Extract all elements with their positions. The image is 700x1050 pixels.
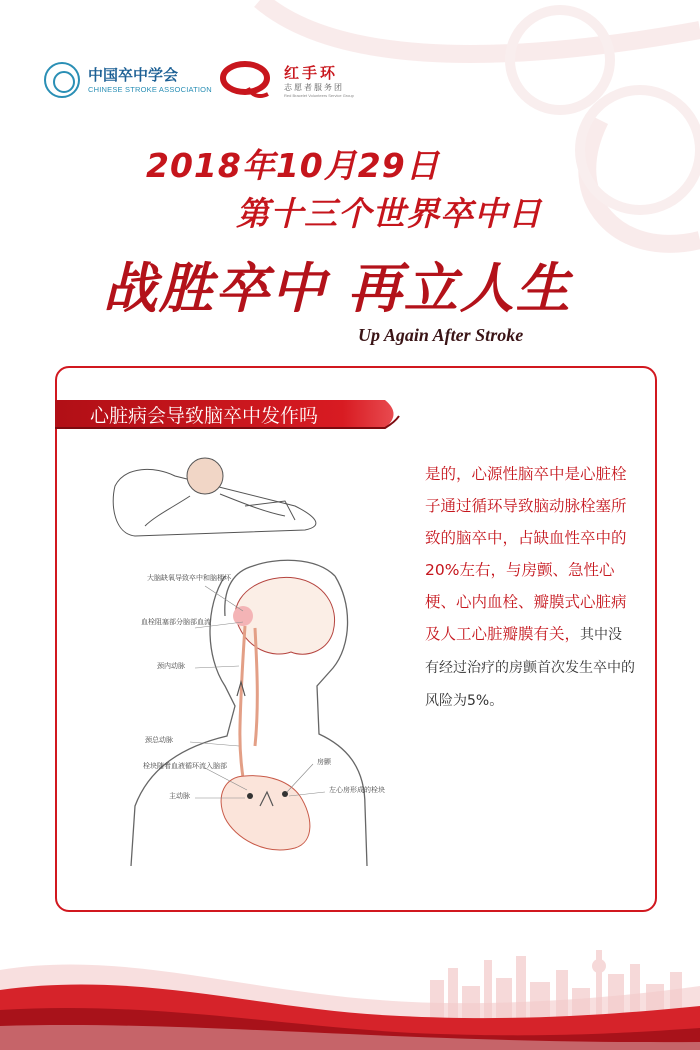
label-clot-circulation: 栓块随着血液循环流入脑部 (143, 762, 227, 770)
event-name: 第十三个世界卒中日 (236, 194, 542, 233)
question-text: 心脏病会导致脑卒中发作吗 (90, 405, 319, 427)
patient-sketch (113, 458, 316, 536)
red-bracelet-icon (218, 60, 272, 100)
label-infarct: 大脑缺氧导致卒中和脑梗坏 (147, 574, 231, 582)
org1-english-name: CHINESE STROKE ASSOCIATION (88, 85, 212, 94)
org2-name: 红手环 (284, 64, 339, 82)
association-seal-icon (44, 62, 80, 98)
answer-highlight: 是的，心源性脑卒中是心脏栓子通过循环导致脑动脉栓塞所致的脑卒中，占缺血性卒中的20%左右，与房颤、急性心梗、心内血栓、瓣膜式心脏病及人工心脏瓣膜有关， (425, 465, 627, 643)
org2-subtitle: 志愿者服务团 (284, 83, 344, 92)
org2-english-name: Red Bracelet Volunteers Service Group (284, 93, 354, 98)
label-internal-carotid: 颈内动脉 (157, 662, 185, 670)
slogan-english: Up Again After Stroke (358, 325, 524, 345)
label-common-carotid: 颈总动脉 (145, 736, 173, 744)
chinese-stroke-association-logo (44, 62, 212, 102)
event-date: 2018年10月29日 (146, 146, 440, 185)
city-skyline-footer (0, 930, 700, 1050)
org1-name: 中国卒中学会 (88, 66, 179, 84)
slogan-chinese: 战胜卒中 再立人生 (103, 256, 572, 320)
label-atrial-fibrillation: 房颤 (317, 758, 331, 766)
label-atrial-clot: 左心房形成的栓块 (329, 786, 385, 794)
label-aorta: 主动脉 (169, 792, 190, 800)
label-blocked-flow: 血栓阻塞部分脑部血流 (141, 618, 211, 626)
heart-brain-illustration (95, 446, 395, 886)
red-bracelet-logo (218, 60, 358, 102)
answer-text (425, 458, 635, 717)
answer-detail: 其中没有经过治疗的房颤首次发生卒中的风险为5%。 (425, 627, 635, 709)
